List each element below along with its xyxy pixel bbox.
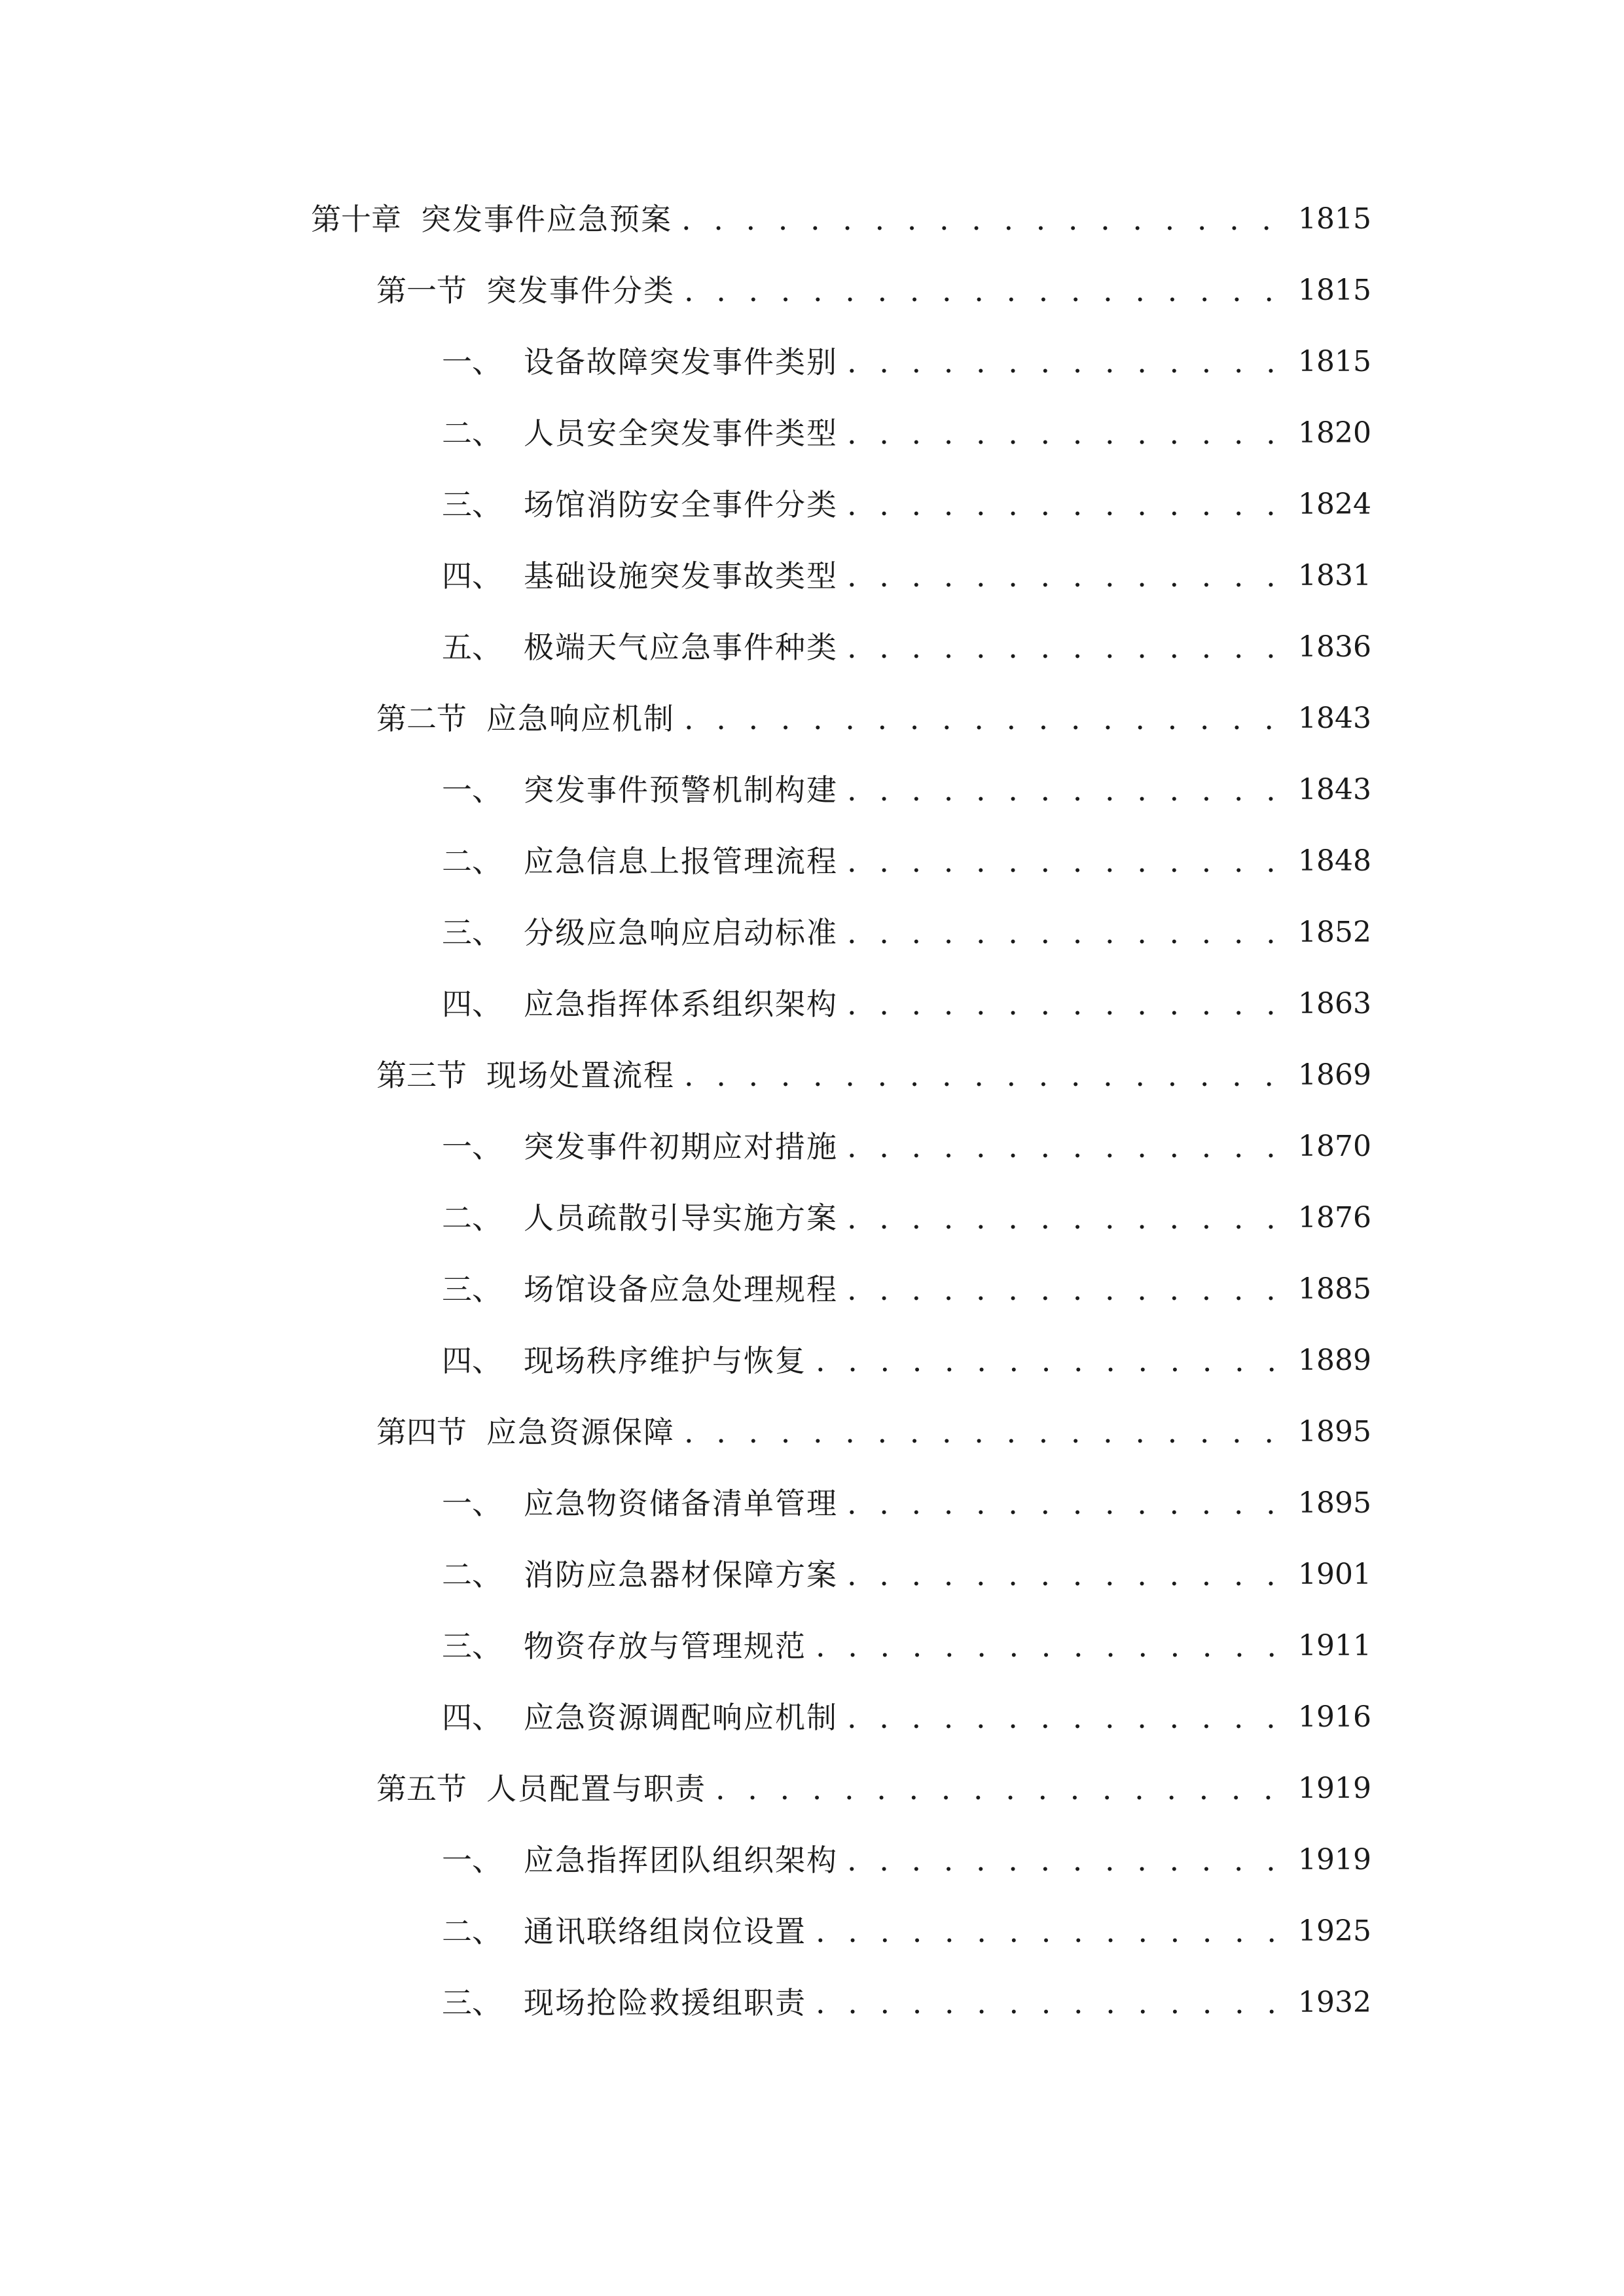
toc-entry-title: 人员配置与职责	[486, 1771, 706, 1806]
toc-entry-marker: 第五节	[376, 1771, 467, 1806]
toc-entry-title: 物资存放与管理规范	[524, 1628, 806, 1664]
toc-dot-leader	[816, 1988, 1286, 2018]
toc-entry-marker: 五、	[442, 630, 502, 665]
toc-entry-section[interactable]	[376, 264, 1371, 317]
toc-entry-title: 突发事件初期应对措施	[524, 1129, 838, 1164]
toc-entry-marker: 四、	[442, 558, 502, 594]
toc-page-number: 1885	[1298, 1272, 1371, 1306]
toc-entry-marker: 第十章	[311, 202, 401, 237]
toc-entry-marker: 四、	[442, 986, 502, 1022]
toc-dot-leader	[816, 1631, 1286, 1661]
toc-dot-leader	[684, 704, 1286, 734]
toc-page-number: 1815	[1298, 274, 1371, 307]
toc-page-number: 1925	[1298, 1914, 1371, 1948]
toc-entry-title: 突发事件分类	[486, 273, 675, 308]
toc-entry-marker: 四、	[442, 1343, 502, 1378]
toc-entry-title: 应急资源调配响应机制	[524, 1700, 838, 1735]
toc-entry-marker: 二、	[442, 1557, 502, 1592]
toc-entry-title: 突发事件预警机制构建	[524, 772, 838, 808]
toc-entry-subsection[interactable]	[442, 1121, 1371, 1173]
toc-entry-title: 场馆设备应急处理规程	[524, 1272, 838, 1307]
toc-dot-leader	[847, 490, 1286, 520]
toc-entry-marker: 二、	[442, 844, 502, 879]
toc-page-number: 1836	[1298, 630, 1371, 664]
toc-entry-marker: 三、	[442, 1272, 502, 1307]
toc-dot-leader	[847, 846, 1286, 876]
toc-entry-title: 场馆消防安全事件分类	[524, 487, 838, 522]
toc-page-number: 1843	[1298, 702, 1371, 735]
toc-entry-title: 现场抢险救援组职责	[524, 1985, 806, 2020]
toc-entry-title: 通讯联络组岗位设置	[524, 1914, 806, 1949]
toc-dot-leader	[847, 1488, 1286, 1518]
toc-entry-section[interactable]	[376, 1049, 1371, 1102]
toc-entry-subsection[interactable]	[442, 1977, 1371, 2029]
toc-page-number: 1889	[1298, 1344, 1371, 1377]
toc-entry-marker: 一、	[442, 1486, 502, 1521]
toc-page-number: 1815	[1298, 345, 1371, 378]
toc-page-number: 1820	[1298, 416, 1371, 450]
toc-dot-leader	[847, 1274, 1286, 1304]
toc-entry-subsection[interactable]	[442, 1335, 1371, 1387]
toc-dot-leader	[847, 1702, 1286, 1732]
toc-dot-leader	[847, 561, 1286, 591]
toc-entry-title: 现场处置流程	[486, 1058, 675, 1093]
toc-page-number: 1852	[1298, 916, 1371, 949]
toc-page-number: 1848	[1298, 844, 1371, 878]
toc-page-number: 1815	[1298, 202, 1371, 236]
toc-entry-title: 基础设施突发事故类型	[524, 558, 838, 594]
toc-page-number: 1895	[1298, 1486, 1371, 1520]
toc-entry-marker: 第三节	[376, 1058, 467, 1093]
toc-page-number: 1901	[1298, 1558, 1371, 1591]
toc-entry-subsection[interactable]	[442, 1549, 1371, 1601]
toc-entry-subsection[interactable]	[442, 1263, 1371, 1316]
toc-entry-title: 极端天气应急事件种类	[524, 630, 838, 665]
toc-dot-leader	[847, 989, 1286, 1019]
toc-page-number: 1919	[1298, 1843, 1371, 1876]
toc-entry-subsection[interactable]	[442, 835, 1371, 888]
toc-entry-marker: 三、	[442, 915, 502, 950]
toc-entry-marker: 一、	[442, 772, 502, 808]
toc-dot-leader	[684, 276, 1286, 306]
toc-entry-title: 分级应急响应启动标准	[524, 915, 838, 950]
toc-dot-leader	[847, 1132, 1286, 1162]
toc-dot-leader	[684, 1417, 1286, 1447]
toc-page-number: 1932	[1298, 1986, 1371, 2019]
toc-entry-title: 人员安全突发事件类型	[524, 416, 838, 451]
toc-entry-subsection[interactable]	[442, 621, 1371, 673]
toc-entry-marker: 三、	[442, 1628, 502, 1664]
toc-entry-subsection[interactable]	[442, 1691, 1371, 1744]
toc-entry-title: 应急指挥团队组织架构	[524, 1842, 838, 1878]
toc-entry-marker: 二、	[442, 416, 502, 451]
toc-entry-subsection[interactable]	[442, 1834, 1371, 1886]
toc-entry-chapter[interactable]	[311, 193, 1371, 245]
toc-page-number: 1919	[1298, 1772, 1371, 1805]
toc-entry-marker: 一、	[442, 1842, 502, 1878]
toc-entry-subsection[interactable]	[442, 336, 1371, 388]
toc-entry-marker: 第一节	[376, 273, 467, 308]
toc-entry-title: 应急指挥体系组织架构	[524, 986, 838, 1022]
toc-entry-marker: 二、	[442, 1914, 502, 1949]
toc-dot-leader	[847, 918, 1286, 948]
toc-entry-subsection[interactable]	[442, 407, 1371, 459]
toc-entry-marker: 一、	[442, 344, 502, 380]
toc-page-number: 1876	[1298, 1201, 1371, 1234]
toc-entry-section[interactable]	[376, 1406, 1371, 1458]
toc-entry-marker: 一、	[442, 1129, 502, 1164]
toc-page-number: 1895	[1298, 1415, 1371, 1448]
toc-entry-subsection[interactable]	[442, 1192, 1371, 1244]
toc-entry-title: 突发事件应急预案	[421, 202, 672, 237]
toc-dot-leader	[847, 1845, 1286, 1875]
toc-entry-title: 应急信息上报管理流程	[524, 844, 838, 879]
toc-dot-leader	[684, 1060, 1286, 1090]
toc-page-number: 1911	[1298, 1629, 1371, 1662]
toc-dot-leader	[847, 418, 1286, 448]
toc-page-number: 1843	[1298, 773, 1371, 806]
toc-dot-leader	[847, 1203, 1286, 1233]
toc-dot-leader	[847, 775, 1286, 805]
toc-page-number: 1831	[1298, 559, 1371, 592]
toc-page-number: 1870	[1298, 1130, 1371, 1163]
toc-dot-leader	[681, 204, 1286, 234]
toc-entry-section[interactable]	[376, 1763, 1371, 1815]
toc-entry-marker: 四、	[442, 1700, 502, 1735]
toc-entry-title: 应急响应机制	[486, 701, 675, 736]
toc-dot-leader	[847, 1560, 1286, 1590]
toc-page-number: 1863	[1298, 987, 1371, 1020]
toc-entry-section[interactable]	[376, 692, 1371, 745]
toc-page-number: 1916	[1298, 1700, 1371, 1734]
toc-entry-subsection[interactable]	[442, 978, 1371, 1030]
toc-page-number: 1869	[1298, 1058, 1371, 1092]
toc-entry-marker: 三、	[442, 487, 502, 522]
toc-entry-subsection[interactable]	[442, 1477, 1371, 1530]
toc-dot-leader	[715, 1774, 1286, 1804]
toc-entry-subsection[interactable]	[442, 478, 1371, 531]
toc-entry-marker: 第二节	[376, 701, 467, 736]
toc-page-number: 1824	[1298, 488, 1371, 521]
toc-entry-marker: 二、	[442, 1200, 502, 1236]
toc-entry-title: 人员疏散引导实施方案	[524, 1200, 838, 1236]
toc-entry-title: 现场秩序维护与恢复	[524, 1343, 806, 1378]
toc-dot-leader	[816, 1346, 1286, 1376]
toc-entry-title: 消防应急器材保障方案	[524, 1557, 838, 1592]
toc-entry-marker: 三、	[442, 1985, 502, 2020]
toc-entry-subsection[interactable]	[442, 906, 1371, 959]
toc-entry-subsection[interactable]	[442, 1620, 1371, 1672]
toc-dot-leader	[816, 1916, 1286, 1946]
toc-entry-title: 应急资源保障	[486, 1414, 675, 1450]
toc-entry-title: 设备故障突发事件类别	[524, 344, 838, 380]
toc-entry-title: 应急物资储备清单管理	[524, 1486, 838, 1521]
toc-dot-leader	[847, 632, 1286, 662]
toc-entry-subsection[interactable]	[442, 764, 1371, 816]
toc-entry-subsection[interactable]	[442, 1905, 1371, 1958]
toc-dot-leader	[847, 347, 1286, 377]
toc-entry-marker: 第四节	[376, 1414, 467, 1450]
toc-entry-subsection[interactable]	[442, 550, 1371, 602]
